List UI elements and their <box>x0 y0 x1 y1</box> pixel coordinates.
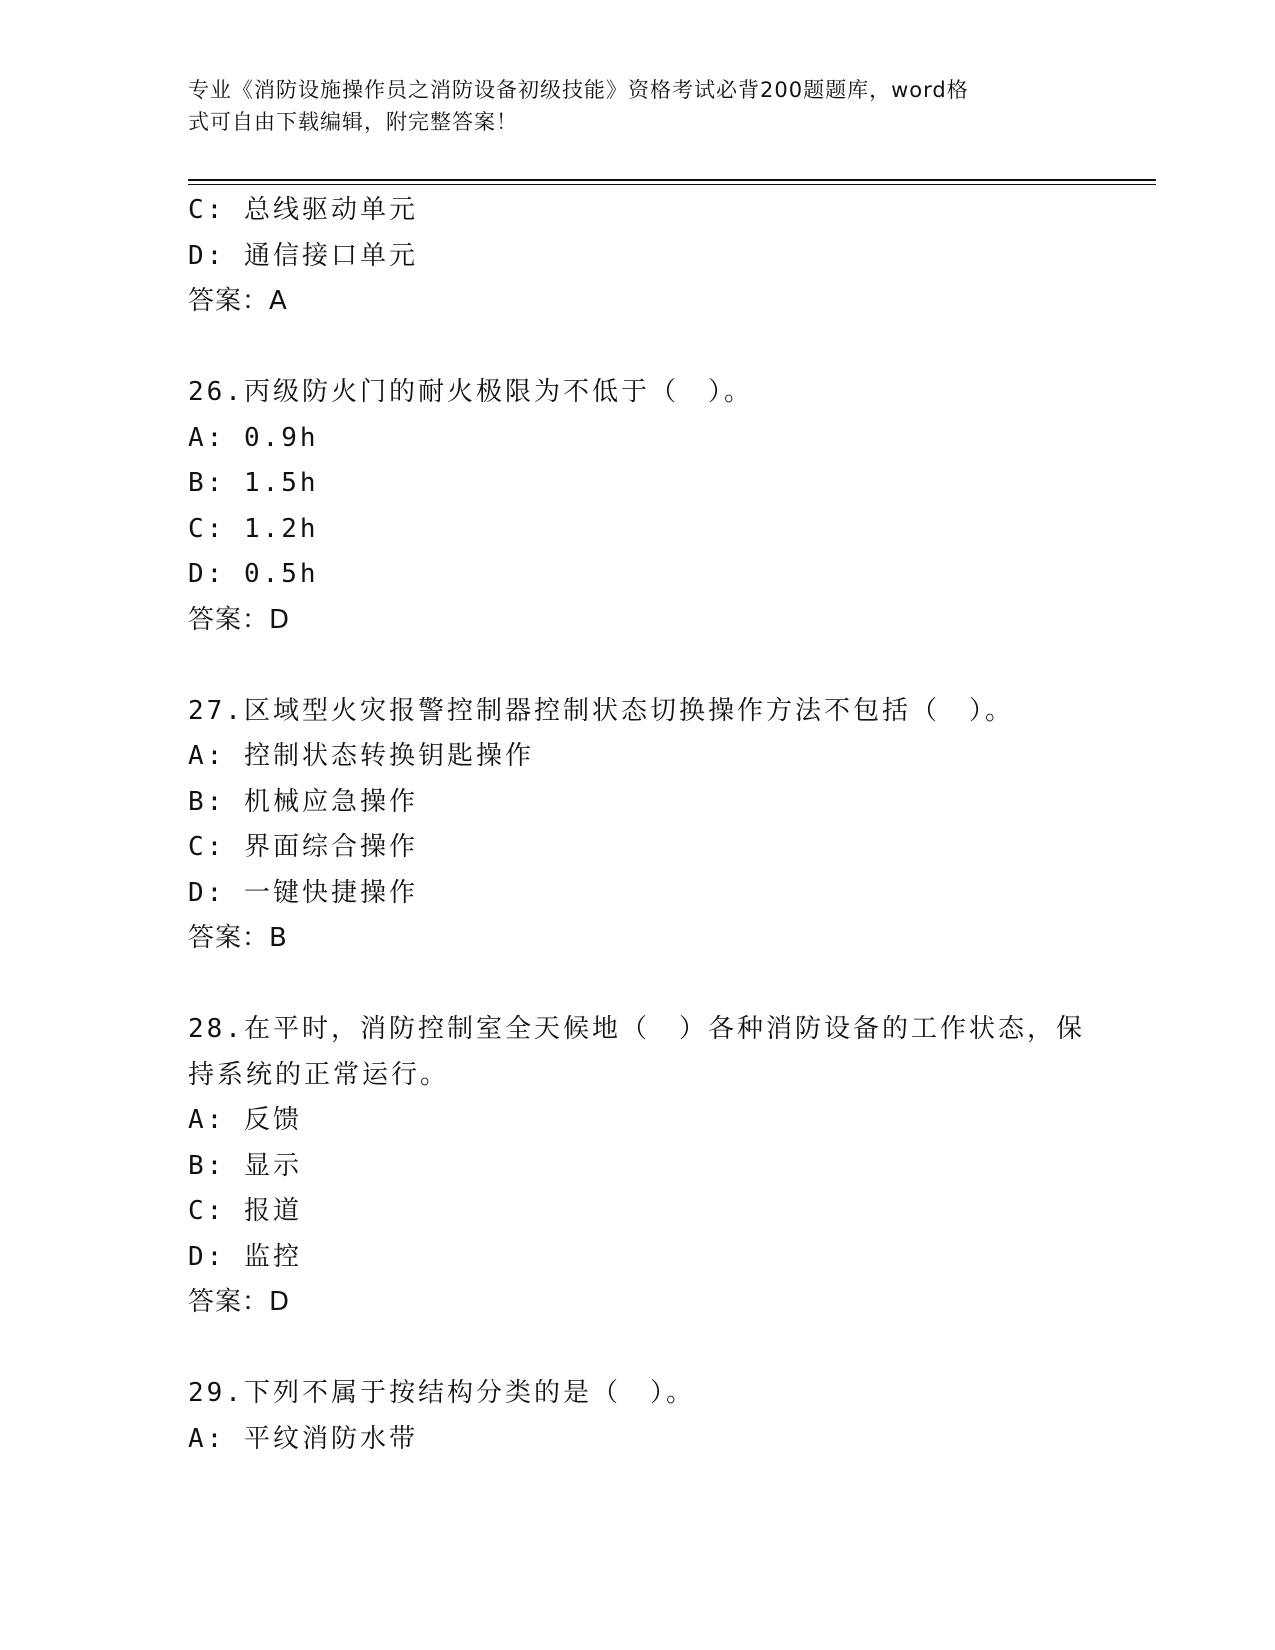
answer-line: 答案：A <box>188 286 288 316</box>
option-d: D: 监控 <box>188 1241 302 1272</box>
question-stem-line-2: 持系统的正常运行。 <box>188 1059 450 1090</box>
answer-line: 答案：D <box>188 604 291 635</box>
question-stem-line-1: 28.在平时，消防控制室全天候地（ ）各种消防设备的工作状态，保 <box>188 1014 1085 1044</box>
header-divider-thick <box>188 179 1156 181</box>
option-c: C: 总线驱动单元 <box>188 195 418 225</box>
question-stem: 26.丙级防火门的耐火极限为不低于（ ）。 <box>188 377 753 407</box>
spacer <box>188 1326 1088 1372</box>
header-title-line-1: 专业《消防设施操作员之消防设备初级技能》资格考试必背200题题库，word格 <box>188 78 969 102</box>
option-a: A: 平纹消防水带 <box>188 1423 418 1454</box>
option-c: C: 1.2h <box>188 513 319 544</box>
option-a: A: 反馈 <box>188 1105 302 1135</box>
option-b: B: 显示 <box>188 1150 302 1181</box>
option-b: B: 机械应急操作 <box>188 786 418 817</box>
option-d: D: 通信接口单元 <box>188 240 418 271</box>
answer-line: 答案：D <box>188 1287 291 1317</box>
question-block-29 <box>188 1371 1088 1462</box>
spacer <box>188 325 1088 371</box>
question-block-prev <box>188 188 1088 325</box>
document-header <box>188 74 1068 138</box>
option-a: A: 0.9h <box>188 422 319 453</box>
header-divider-thin <box>188 184 1156 185</box>
option-d: D: 一键快捷操作 <box>188 877 418 908</box>
header-title-line-2: 式可自由下载编辑，附完整答案！ <box>188 110 518 134</box>
question-block-27 <box>188 689 1088 962</box>
question-stem: 27.区域型火灾报警控制器控制状态切换操作方法不包括（ ）。 <box>188 695 1014 726</box>
question-stem: 29.下列不属于按结构分类的是（ ）。 <box>188 1378 695 1408</box>
option-c: C: 报道 <box>188 1196 302 1226</box>
option-c: C: 界面综合操作 <box>188 832 418 862</box>
answer-line: 答案：B <box>188 923 288 953</box>
question-block-26 <box>188 370 1088 643</box>
option-a: A: 控制状态转换钥匙操作 <box>188 741 534 771</box>
spacer <box>188 962 1088 1008</box>
spacer <box>188 643 1088 689</box>
question-list <box>188 188 1088 1462</box>
question-block-28 <box>188 1007 1088 1326</box>
option-b: B: 1.5h <box>188 468 319 498</box>
option-d: D: 0.5h <box>188 559 319 589</box>
